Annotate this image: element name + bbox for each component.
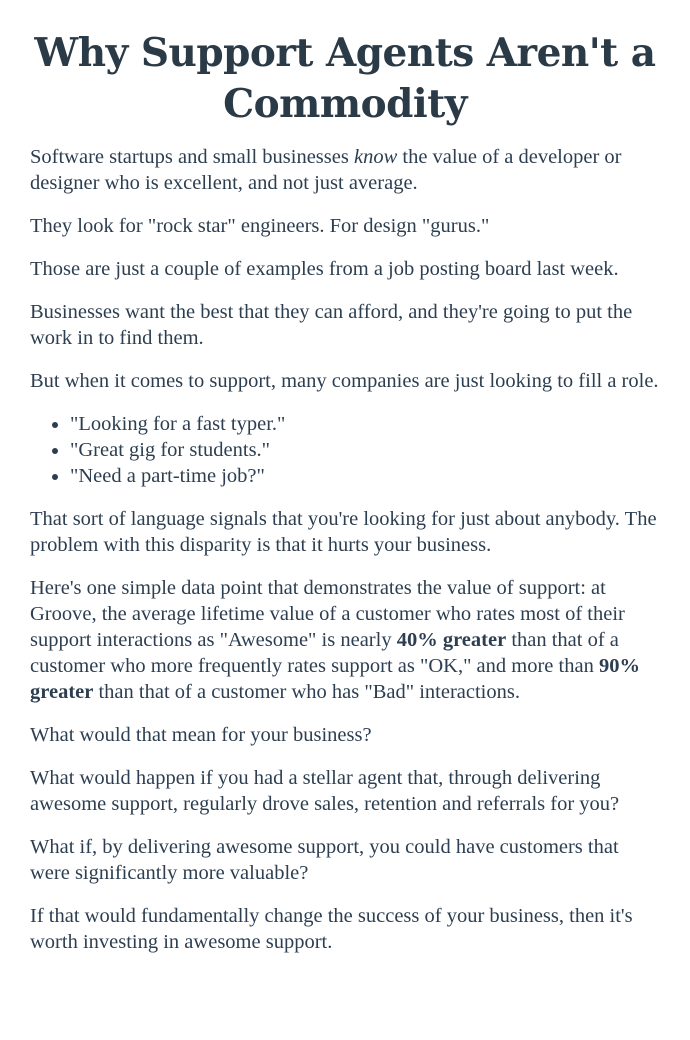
paragraph-stellar-agent: What would happen if you had a stellar agent that, through delivering awesome support, regularly drove sales, retention and referrals for you? <box>30 767 620 815</box>
data-point-text-1: Here's one simple data point that demonstrates the value of support: at Groove, the average lifetime value of a customer who rates most of their support interactions as "Awesome" is nearly <box>30 577 625 651</box>
stat-90-percent: 90% greater <box>30 655 640 703</box>
paragraph-question-business: What would that mean for your business? <box>30 724 372 746</box>
job-posting-list <box>30 411 660 489</box>
list-item: • "Looking for a fast typer." <box>70 411 660 437</box>
data-point-text-2: than that of a customer who more frequently rates support as "OK," and more than <box>30 629 619 677</box>
paragraph-best: Businesses want the best that they can afford, and they're going to put the work in to find them. <box>30 301 633 349</box>
intro-text-start: Software startups and small businesses <box>30 146 354 168</box>
intro-text-end: the value of a developer or designer who is excellent, and not just average. <box>30 146 622 194</box>
paragraph-conclusion: If that would fundamentally change the success of your business, then it's worth investing in awesome support. <box>30 905 633 953</box>
paragraph-intro <box>30 144 660 196</box>
intro-emphasis: know <box>353 146 398 168</box>
paragraph-examples: Those are just a couple of examples from a job posting board last week. <box>30 258 619 280</box>
list-item: • "Need a part-time job?" <box>70 463 660 489</box>
stat-40-percent: 40% greater <box>396 629 507 651</box>
paragraph-language: That sort of language signals that you're looking for just about anybody. The problem with this disparity is that it hurts your business. <box>30 508 657 556</box>
paragraph-valuable-customers: What if, by delivering awesome support, you could have customers that were significantly more valuable? <box>30 836 619 884</box>
paragraph-fill-role: But when it comes to support, many companies are just looking to fill a role. <box>30 370 659 392</box>
paragraph-data-point <box>30 575 660 705</box>
paragraph-rock-star: They look for "rock star" engineers. For design "gurus." <box>30 215 490 237</box>
article-title: Why Support Agents Aren't a Commodity <box>34 30 656 127</box>
data-point-text-3: than that of a customer who has "Bad" interactions. <box>93 681 520 703</box>
list-item: • "Great gig for students." <box>70 437 660 463</box>
